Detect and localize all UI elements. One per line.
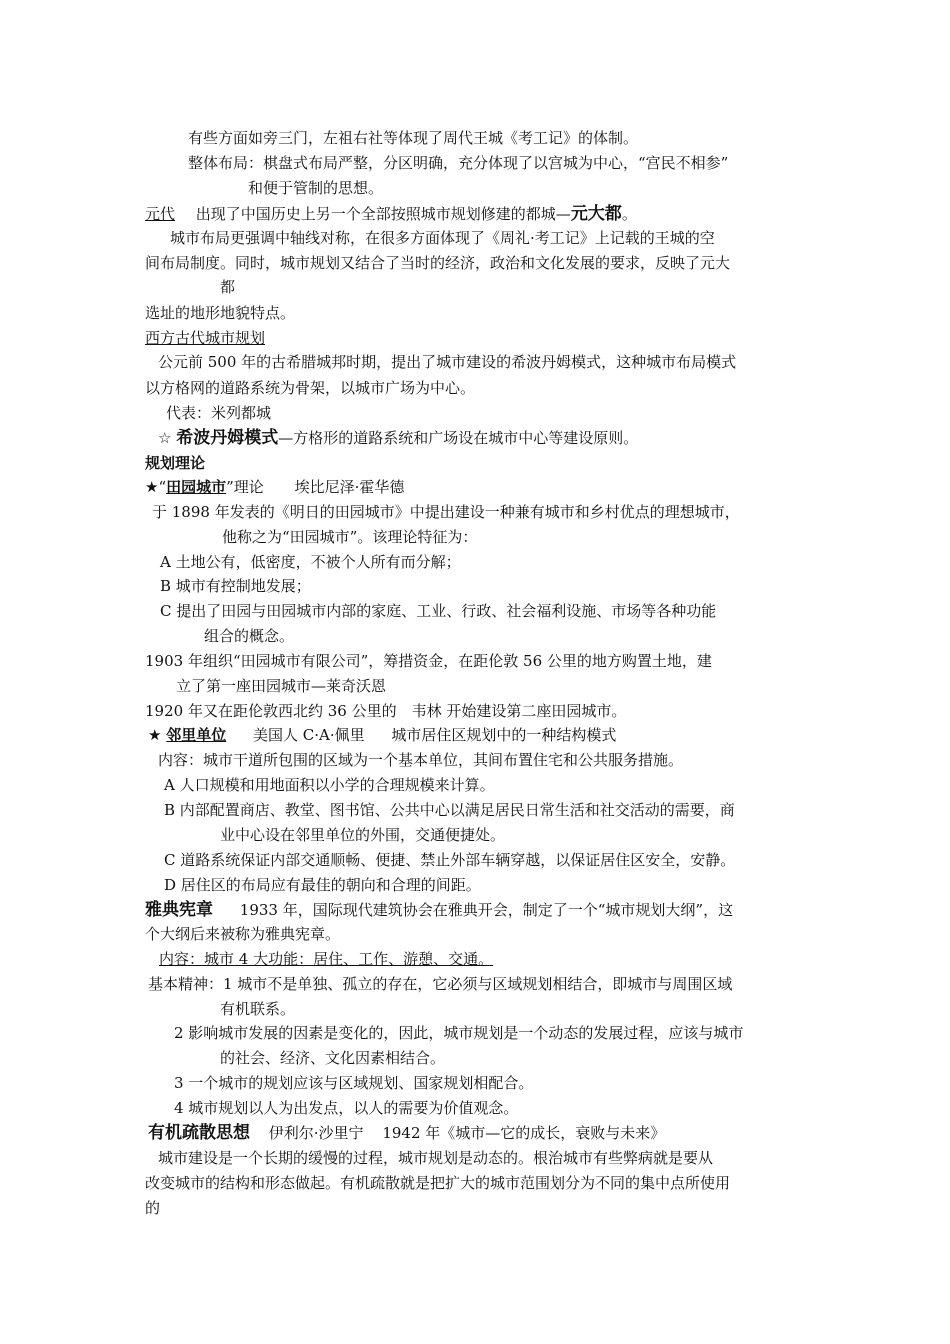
text-line: 有些方面如旁三门，左祖右社等体现了周代王城《考工记》的体制。 — [188, 129, 639, 147]
text-span: 城市居住区规划中的一种结构模式 — [391, 726, 617, 744]
heading-yuan-dynasty: 元代 — [145, 205, 176, 223]
bold-term-athens-charter: 雅典宪章 — [145, 900, 213, 920]
text-span: 1933 年，国际现代建筑协会在雅典开会，制定了一个“城市规划大纲”，这 — [239, 901, 734, 919]
text-line: 以方格网的道路系统为骨架，以城市广场为中心。 — [145, 379, 476, 397]
text-line: D 居住区的布局应有最佳的朝向和合理的间距。 — [164, 876, 481, 894]
text-span: —方格形的道路系统和广场设在城市中心等建设原则。 — [278, 429, 639, 447]
heading-western-ancient-planning: 西方古代城市规划 — [145, 329, 266, 347]
text-line: C 提出了田园与田园城市内部的家庭、工业、行政、社会福利设施、市场等各种功能 — [160, 602, 717, 620]
text-line: 的社会、经济、文化因素相结合。 — [220, 1049, 446, 1067]
neighborhood-unit-line — [148, 725, 616, 745]
text-line: B 内部配置商店、教堂、图书馆、公共中心以满足居民日常生活和社交活动的需要，商 — [164, 801, 735, 819]
bold-term-yuan-dadu: 元大都 — [570, 204, 622, 224]
text-line: 都 — [220, 278, 236, 296]
hippodamus-line — [158, 428, 638, 448]
text-line: 整体布局：棋盘式布局严整，分区明确，充分体现了以宫城为中心，“宫民不相参” — [188, 154, 729, 172]
text-line: 1920 年又在距伦敦西北约 36 公里的 韦林 开始建设第二座田园城市。 — [145, 702, 627, 720]
text-span: 。 — [621, 205, 637, 223]
bold-term-hippodamus: 希波丹姆模式 — [176, 428, 279, 448]
text-span: 美国人 C·A·佩里 — [253, 726, 365, 744]
text-line: 4 城市规划以人为出发点，以人的需要为价值观念。 — [174, 1099, 519, 1117]
text-line: C 道路系统保证内部交通顺畅、便捷、禁止外部车辆穿越，以保证居住区安全，安静。 — [164, 851, 736, 869]
text-line: 业中心设在邻里单位的外围，交通便捷处。 — [220, 826, 506, 844]
text-span: 埃比尼泽·霍华德 — [294, 478, 405, 496]
text-line: 2 影响城市发展的因素是变化的，因此，城市规划是一个动态的发展过程，应该与城市 — [174, 1024, 744, 1042]
text-line: 1903 年组织“田园城市有限公司”，筹措资金，在距伦敦 56 公里的地方购置土地，建 — [145, 652, 712, 670]
text-line: 改变城市的结构和形态做起。有机疏散就是把扩大的城市范围划分为不同的集中点所使用 — [145, 1174, 731, 1192]
text-line: A 土地公有，低密度，不被个人所有而分解； — [160, 553, 461, 571]
text-span: 出现了中国历史上另一个全部按照城市规划修建的都城— — [195, 205, 571, 223]
text-line: 选址的地形地貌特点。 — [145, 304, 296, 322]
text-line: A 人口规模和用地面积以小学的合理规模来计算。 — [164, 776, 495, 794]
bold-term-neighborhood-unit: 邻里单位 — [166, 726, 227, 744]
athens-charter-line — [145, 900, 733, 920]
bold-term-garden-city: 田园城市 — [166, 478, 227, 496]
text-line: 城市建设是一个长期的缓慢的过程，城市规划是动态的。根治城市有些弊病就是要从 — [158, 1149, 714, 1167]
star-outline-icon: ☆ — [158, 429, 177, 447]
text-line: 组合的概念。 — [204, 627, 295, 645]
text-line: 有机联系。 — [220, 1000, 296, 1018]
text-line: 3 一个城市的规划应该与区域规划、国家规划相配合。 — [174, 1074, 534, 1092]
text-line: 于 1898 年发表的《明日的田园城市》中提出建设一种兼有城市和乡村优点的理想城市， — [152, 503, 740, 521]
garden-city-line — [145, 477, 404, 497]
text-line: 公元前 500 年的古希腊城邦时期，提出了城市建设的希波丹姆模式，这种城市布局模式 — [158, 353, 737, 371]
text-line: 内容：城市干道所包围的区域为一个基本单位，其间布置住宅和公共服务措施。 — [158, 751, 684, 769]
text-line: 立了第一座田园城市—莱奇沃恩 — [176, 677, 387, 695]
text-line: 个大纲后来被称为雅典宪章。 — [145, 925, 341, 943]
bold-term-organic-decentralization: 有机疏散思想 — [148, 1123, 250, 1143]
text-line: 代表：米列都城 — [166, 404, 272, 422]
text-span: 伊利尔·沙里宁 — [268, 1124, 364, 1142]
heading-planning-theory: 规划理论 — [145, 454, 206, 472]
text-line: 间布局制度。同时，城市规划又结合了当时的经济，政治和文化发展的要求，反映了元大 — [145, 254, 731, 272]
text-line-underlined: 内容：城市 4 大功能：居住、工作、游憩、交通。 — [159, 950, 494, 968]
text-line: 他称之为“田园城市”。该理论特征为： — [222, 528, 478, 546]
star-filled-icon: ★ — [148, 726, 167, 744]
text-span: ”理论 — [226, 478, 264, 496]
text-line: 的 — [145, 1199, 161, 1217]
text-line: 和便于管制的思想。 — [248, 179, 384, 197]
text-line: 基本精神：1 城市不是单独、孤立的存在，它必须与区域规划相结合，即城市与周围区域 — [148, 975, 733, 993]
section-yuan — [145, 204, 637, 224]
text-line: 城市布局更强调中轴线对称，在很多方面体现了《周礼·考工记》上记载的王城的空 — [170, 229, 715, 247]
text-span: 1942 年《城市—它的成长，衰败与未来》 — [382, 1124, 666, 1142]
organic-decentralization-line — [148, 1123, 665, 1143]
text-line: B 城市有控制地发展； — [160, 577, 311, 595]
star-filled-icon: ★“ — [145, 478, 167, 496]
